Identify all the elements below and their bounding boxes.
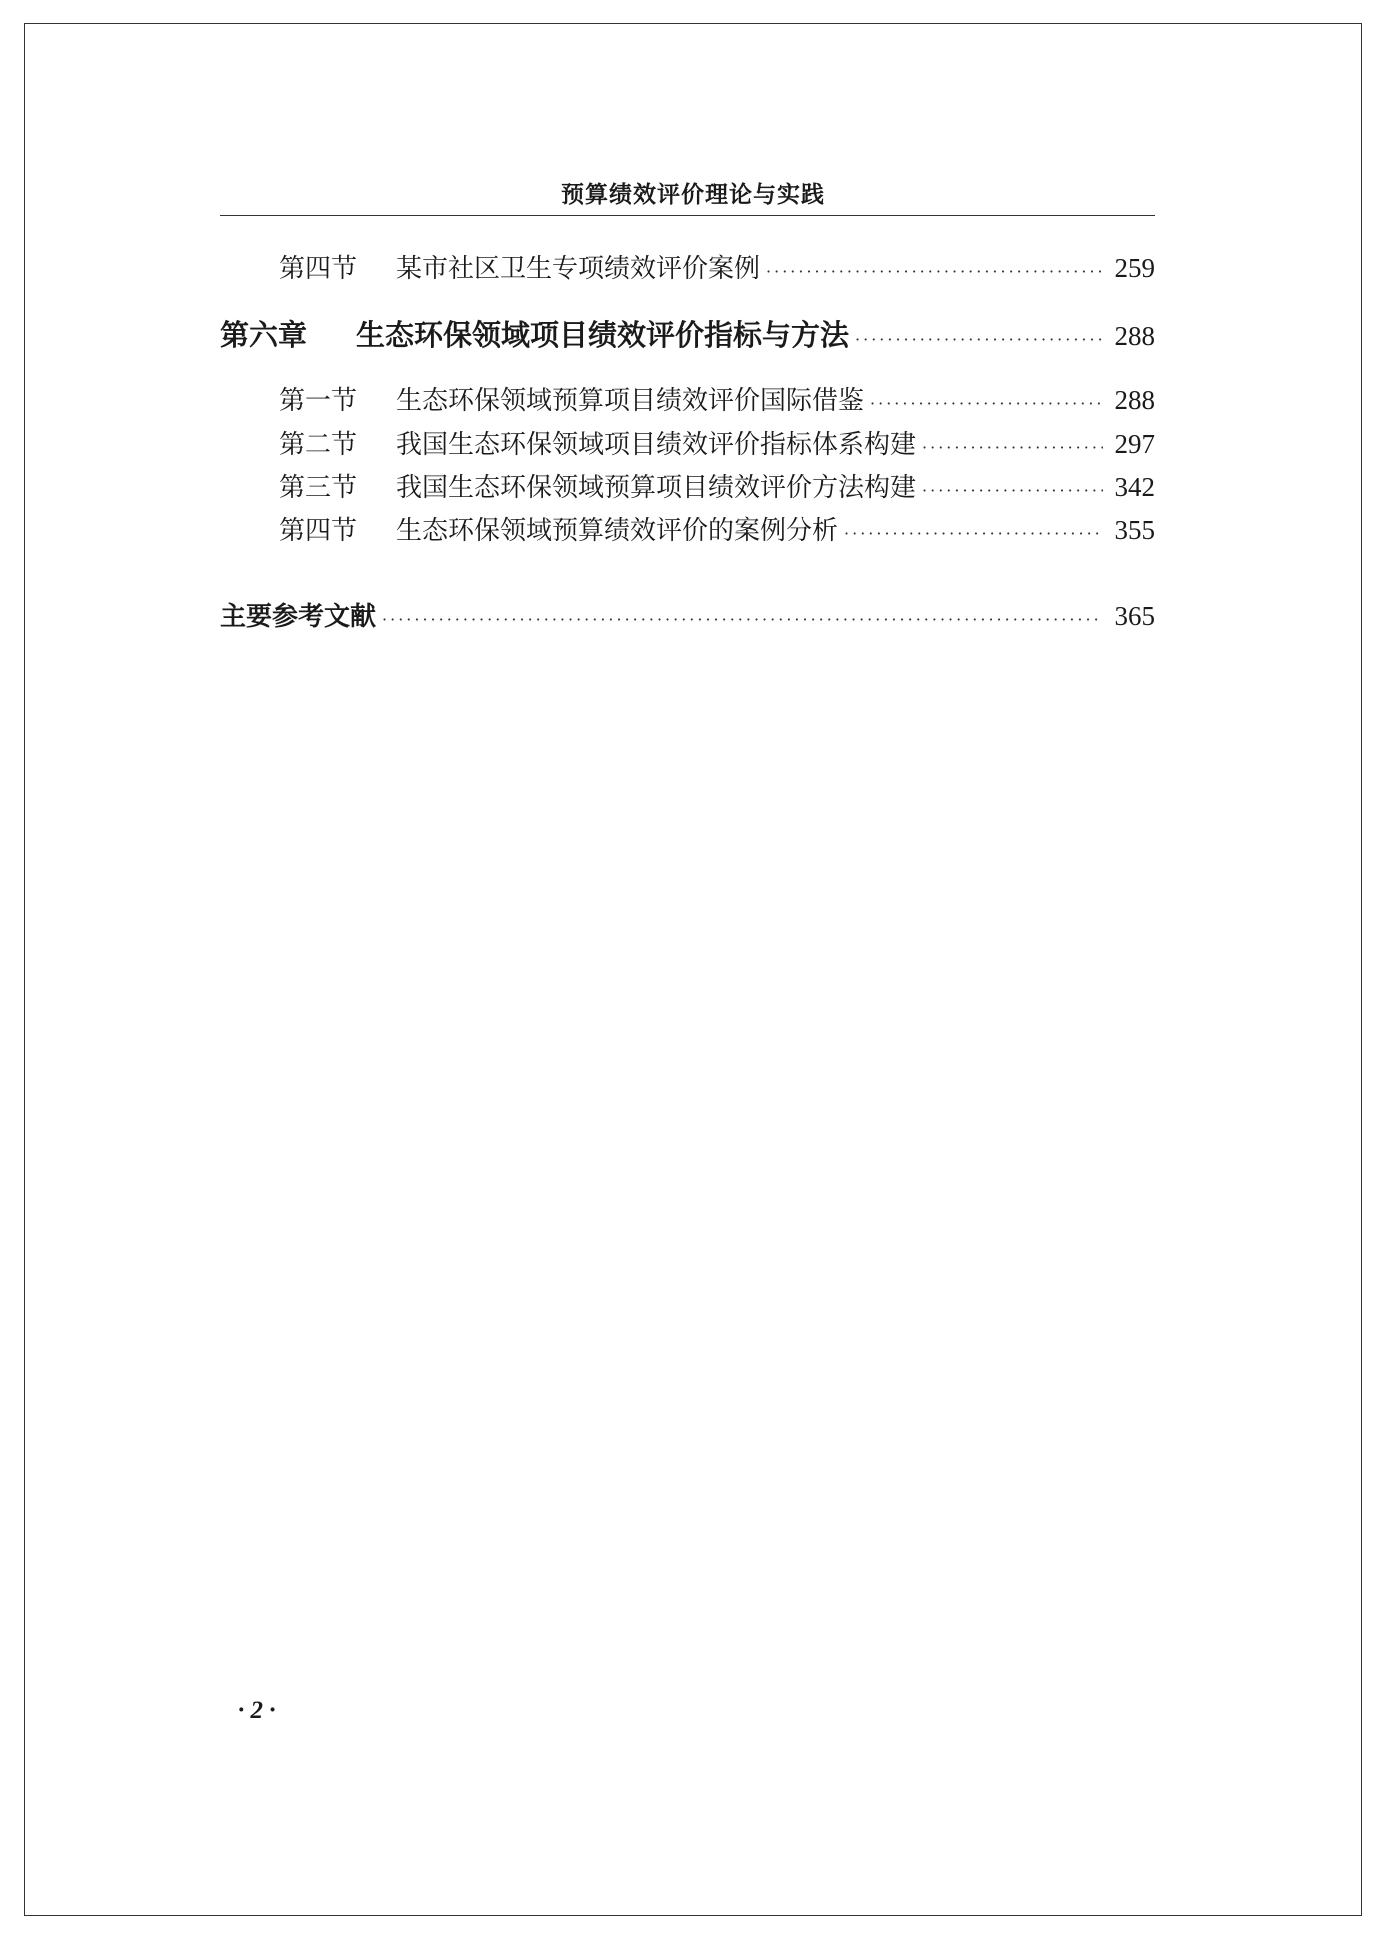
dot-leader — [855, 330, 1103, 349]
toc-entry-section[interactable] — [220, 248, 1155, 285]
toc-entry-title: 我国生态环保领域项目绩效评价指标体系构建 — [396, 430, 917, 460]
toc-entry-section[interactable] — [220, 424, 1155, 461]
toc-entry-references[interactable] — [220, 596, 1155, 633]
page-number: · 2 · — [238, 1697, 276, 1724]
toc-entry-number: 第四节 — [279, 516, 358, 546]
toc-entry-number: 第三节 — [279, 473, 358, 503]
dot-leader — [922, 481, 1103, 500]
toc-entry-number: 第一节 — [279, 386, 358, 416]
toc-entry-section[interactable] — [220, 380, 1155, 417]
running-head: 预算绩效评价理论与实践 — [561, 182, 825, 208]
toc-entry-page: 342 — [1114, 472, 1155, 502]
toc-entry-title: 我国生态环保领域预算项目绩效评价方法构建 — [396, 473, 917, 503]
toc-entry-title: 生态环保领域预算绩效评价的案例分析 — [396, 516, 839, 546]
toc-entry-section[interactable] — [220, 467, 1155, 504]
dot-leader — [870, 394, 1103, 413]
dot-leader — [766, 262, 1103, 281]
toc-entry-page: 355 — [1114, 515, 1155, 545]
dot-leader — [844, 524, 1103, 543]
toc-entry-page: 288 — [1114, 385, 1155, 415]
toc-entry-title: 主要参考文献 — [220, 602, 377, 632]
toc-entry-page: 259 — [1114, 253, 1155, 283]
toc-entry-page: 365 — [1114, 601, 1155, 631]
dot-leader — [922, 438, 1103, 457]
header-rule — [220, 215, 1155, 216]
toc-entry-title: 生态环保领域项目绩效评价指标与方法 — [356, 318, 850, 352]
page-border — [24, 23, 1362, 1916]
toc-entry-page: 297 — [1114, 429, 1155, 459]
toc-entry-number: 第六章 — [220, 318, 308, 352]
toc-entry-chapter[interactable] — [220, 313, 1155, 354]
dot-leader — [382, 610, 1103, 629]
toc-entry-page: 288 — [1114, 321, 1155, 351]
toc-entry-title: 某市社区卫生专项绩效评价案例 — [396, 254, 761, 284]
toc-entry-title: 生态环保领域预算项目绩效评价国际借鉴 — [396, 386, 865, 416]
toc-entry-number: 第四节 — [279, 254, 358, 284]
toc-entry-section[interactable] — [220, 510, 1155, 547]
toc-entry-number: 第二节 — [279, 430, 358, 460]
